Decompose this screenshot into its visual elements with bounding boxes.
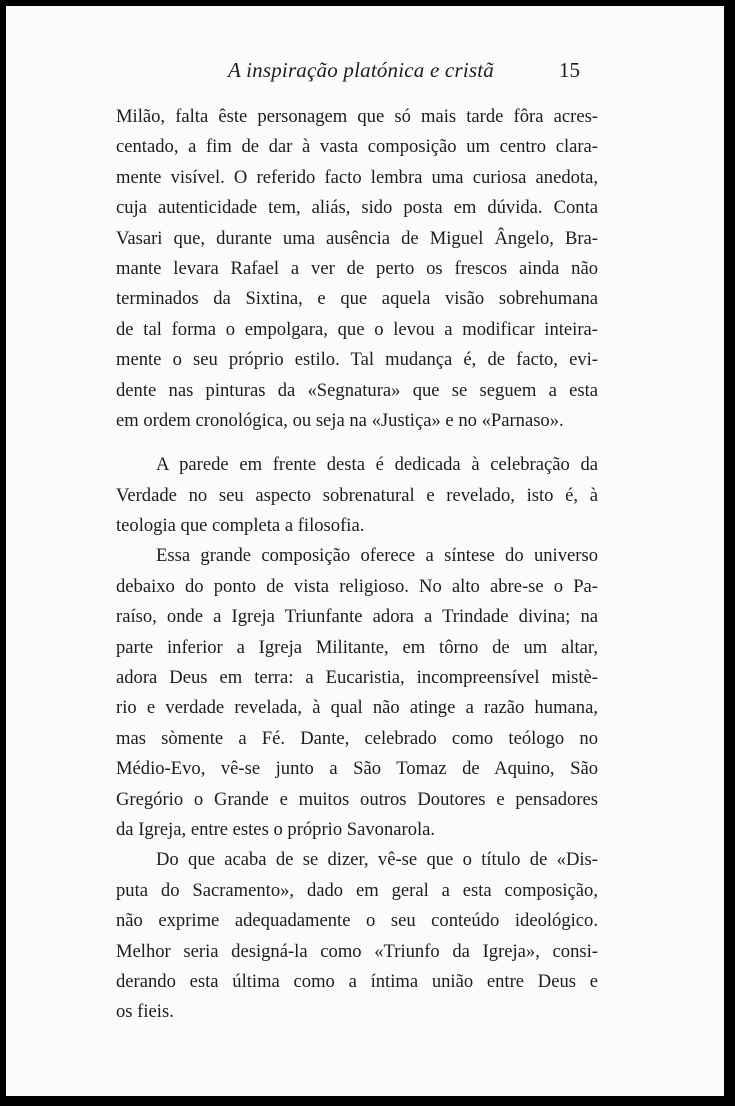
paragraph xyxy=(116,450,598,541)
page-number: 15 xyxy=(559,58,580,82)
text-line: terminados da Sixtina, e que aquela visão sobrehumana xyxy=(116,288,598,310)
text-line: Essa grande composição oferece a síntese do universo xyxy=(156,545,598,567)
paragraph-gap xyxy=(116,436,598,450)
paragraph xyxy=(116,541,598,845)
text-line: Milão, falta êste personagem que só mais tarde fôra acres- xyxy=(116,106,598,127)
text-line: não exprime adequadamente o seu conteúdo ideológico. xyxy=(116,910,598,932)
text-line: mente o seu próprio estilo. Tal mudança é, de facto, evi- xyxy=(116,349,598,371)
text-line: Verdade no seu aspecto sobrenatural e revelado, isto é, à xyxy=(116,484,598,506)
text-line: raíso, onde a Igreja Triunfante adora a Trindade divina; na xyxy=(116,606,598,628)
book-page xyxy=(6,6,724,1096)
text-line: puta do Sacramento», dado em geral a esta composição, xyxy=(116,879,598,901)
text-line: centado, a fim de dar à vasta composição um centro clara- xyxy=(116,136,598,158)
text-line: A parede em frente desta é dedicada à celebração da xyxy=(156,454,598,476)
body-text xyxy=(116,102,598,1028)
text-line: os fieis. xyxy=(116,1001,174,1023)
text-line: mente visível. O referido facto lembra uma curiosa anedota, xyxy=(116,166,598,188)
text-line: Médio-Evo, vê-se junto a São Tomaz de Aquino, São xyxy=(116,758,598,780)
text-line: dente nas pinturas da «Segnatura» que se seguem a esta xyxy=(116,379,598,401)
text-line: mas sòmente a Fé. Dante, celebrado como teólogo no xyxy=(116,727,598,749)
text-line: derando esta última como a íntima união entre Deus e xyxy=(116,970,598,992)
text-line: Do que acaba de se dizer, vê-se que o título de «Dis- xyxy=(156,849,598,871)
paragraph xyxy=(116,845,598,1027)
text-line: teologia que completa a filosofia. xyxy=(116,515,365,537)
running-title: A inspiração platónica e cristã xyxy=(228,58,494,82)
paragraph xyxy=(116,102,598,436)
page-header xyxy=(6,58,724,90)
text-line: de tal forma o empolgara, que o levou a modificar inteira- xyxy=(116,318,598,340)
text-line: mante levara Rafael a ver de perto os frescos ainda não xyxy=(116,257,598,279)
text-line: adora Deus em terra: a Eucaristia, incompreensível mistè- xyxy=(116,667,598,689)
text-line: debaixo do ponto de vista religioso. No alto abre-se o Pa- xyxy=(116,575,598,597)
text-line: da Igreja, entre estes o próprio Savonarola. xyxy=(116,818,436,840)
text-line: Melhor seria designá-la como «Triunfo da Igreja», consi- xyxy=(116,940,598,962)
text-line: rio e verdade revelada, à qual não atinge a razão humana, xyxy=(116,697,598,719)
text-line: parte inferior a Igreja Militante, em tôrno de um altar, xyxy=(116,636,598,658)
text-line: cuja autenticidade tem, aliás, sido posta em dúvida. Conta xyxy=(116,197,598,219)
text-line: em ordem cronológica, ou seja na «Justiça» e no «Parnaso». xyxy=(116,409,564,431)
text-line: Vasari que, durante uma ausência de Miguel Ângelo, Bra- xyxy=(116,227,598,249)
text-line: Gregório o Grande e muitos outros Doutores e pensadores xyxy=(116,788,598,810)
